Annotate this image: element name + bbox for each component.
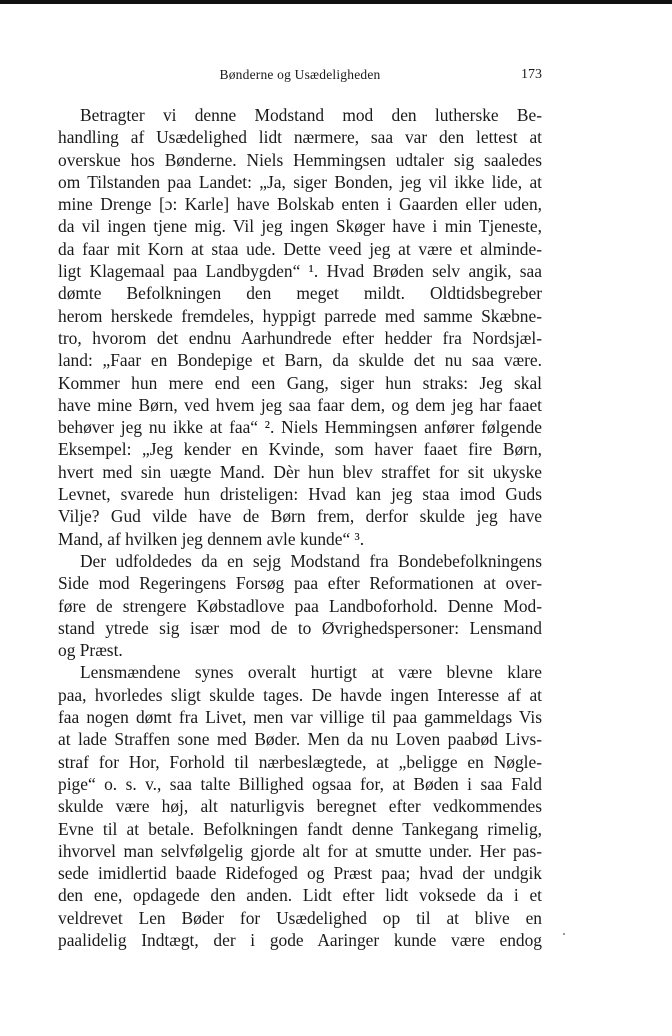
text-line: handling af Usædelighed lidt nærmere, saa var den lettest at — [58, 127, 542, 148]
text-line: Evne til at betale. Befolkningen fandt denne Tankegang rimelig, — [58, 818, 542, 839]
text-line: føre de strengere Købstadlove paa Landboforhold. Denne Mod- — [58, 595, 542, 616]
text-line: skulde være høj, alt naturligvis beregnet efter vedkommendes — [58, 796, 542, 817]
text-line: Der udfoldedes da en sejg Modstand fra Bondebefolkningens — [80, 550, 542, 571]
text-line: da vil ingen tjene mig. Vil jeg ingen Skøger have i min Tjeneste, — [58, 216, 542, 237]
text-line: behøver jeg nu ikke at faa“ ². Niels Hemmingsen anfører følgende — [58, 417, 542, 438]
text-line: paa, hvorledes sligt skulde tages. De havde ingen Interesse af at — [58, 684, 542, 705]
text-line: sede imidlertid baade Ridefoged og Præst paa; hvad der undgik — [58, 863, 542, 884]
text-line: og Præst. — [58, 640, 123, 661]
text-line: dømte Befolkningen den meget mildt. Oldtidsbegreber — [58, 283, 542, 304]
text-line: straf for Hor, Forhold til nærbeslægtede, at „beligge en Nøgle- — [58, 751, 542, 772]
body-text — [58, 104, 542, 951]
text-line: stand ytrede sig især mod de to Øvrighedspersoner: Lensmand — [58, 617, 542, 638]
text-line: Vilje? Gud vilde have de Børn frem, derfor skulde jeg have — [58, 506, 542, 527]
text-line: Lensmændene synes overalt hurtigt at være blevne klare — [80, 662, 542, 683]
text-line: Levnet, svarede hun dristeligen: Hvad kan jeg staa imod Guds — [58, 484, 542, 505]
text-line: overskue hos Bønderne. Niels Hemmingsen udtaler sig saaledes — [58, 149, 542, 170]
page-header — [58, 67, 542, 89]
top-edge-rule — [0, 0, 672, 4]
text-line: herom herskede fremdeles, hyppigt parrede med samme Skæbne- — [58, 305, 542, 326]
paragraph-1 — [58, 104, 542, 550]
text-line: om Tilstanden paa Landet: „Ja, siger Bonden, jeg vil ikke lide, at — [58, 171, 542, 192]
text-line: at lade Straffen sone med Bøder. Men da nu Loven paabød Livs- — [58, 729, 542, 750]
text-line: land: „Faar en Bondepige et Barn, da skulde det nu saa være. — [58, 350, 542, 371]
paragraph-3 — [58, 661, 542, 951]
text-line: hvert med sin uægte Mand. Dèr hun blev straffet for sit ukyske — [58, 461, 542, 482]
text-line: tro, hvorom det endnu Aarhundrede efter hedder fra Nordsjæl- — [58, 327, 542, 348]
text-line: faa nogen dømt fra Livet, men var villige til paa gammeldags Vis — [58, 707, 542, 728]
text-line: Mand, af hvilken jeg dennem avle kunde“ ³. — [58, 528, 365, 549]
text-line: ihvorvel man selvfølgelig gjorde alt for at smutte under. Her pas- — [58, 840, 542, 861]
text-line: veldrevet Len Bøder for Usædelighed op til at blive en — [58, 907, 542, 928]
text-line: Kommer hun mere end een Gang, siger hun straks: Jeg skal — [58, 372, 542, 393]
margin-speck — [563, 933, 565, 935]
text-line: mine Drenge [ɔ: Karle] have Bolskab enten i Gaarden eller uden, — [58, 194, 542, 215]
text-line: ligt Klagemaal paa Landbygden“ ¹. Hvad Brøden selv angik, saa — [58, 261, 542, 282]
text-line: den ene, opdagede den anden. Lidt efter lidt voksede da i et — [58, 885, 542, 906]
text-line: paalidelig Indtægt, der i gode Aaringer kunde være endog — [58, 929, 542, 950]
text-line: Eksempel: „Jeg kender en Kvinde, som haver faaet fire Børn, — [58, 439, 542, 460]
page-number: 173 — [521, 67, 542, 82]
text-line: pige“ o. s. v., saa talte Billighed ogsaa for, at Bøden i saa Fald — [58, 773, 542, 794]
text-line: da faar mit Korn at staa ude. Dette veed jeg at være et alminde- — [58, 238, 542, 259]
text-line: Betragter vi denne Modstand mod den lutherske Be- — [80, 105, 542, 125]
running-head: Bønderne og Usædeligheden — [219, 67, 381, 82]
text-line: have mine Børn, ved hvem jeg saa faar dem, og dem jeg har faaet — [58, 394, 542, 415]
paragraph-2 — [58, 550, 542, 661]
text-line: Side mod Regeringens Forsøg paa efter Reformationen at over- — [58, 573, 542, 594]
